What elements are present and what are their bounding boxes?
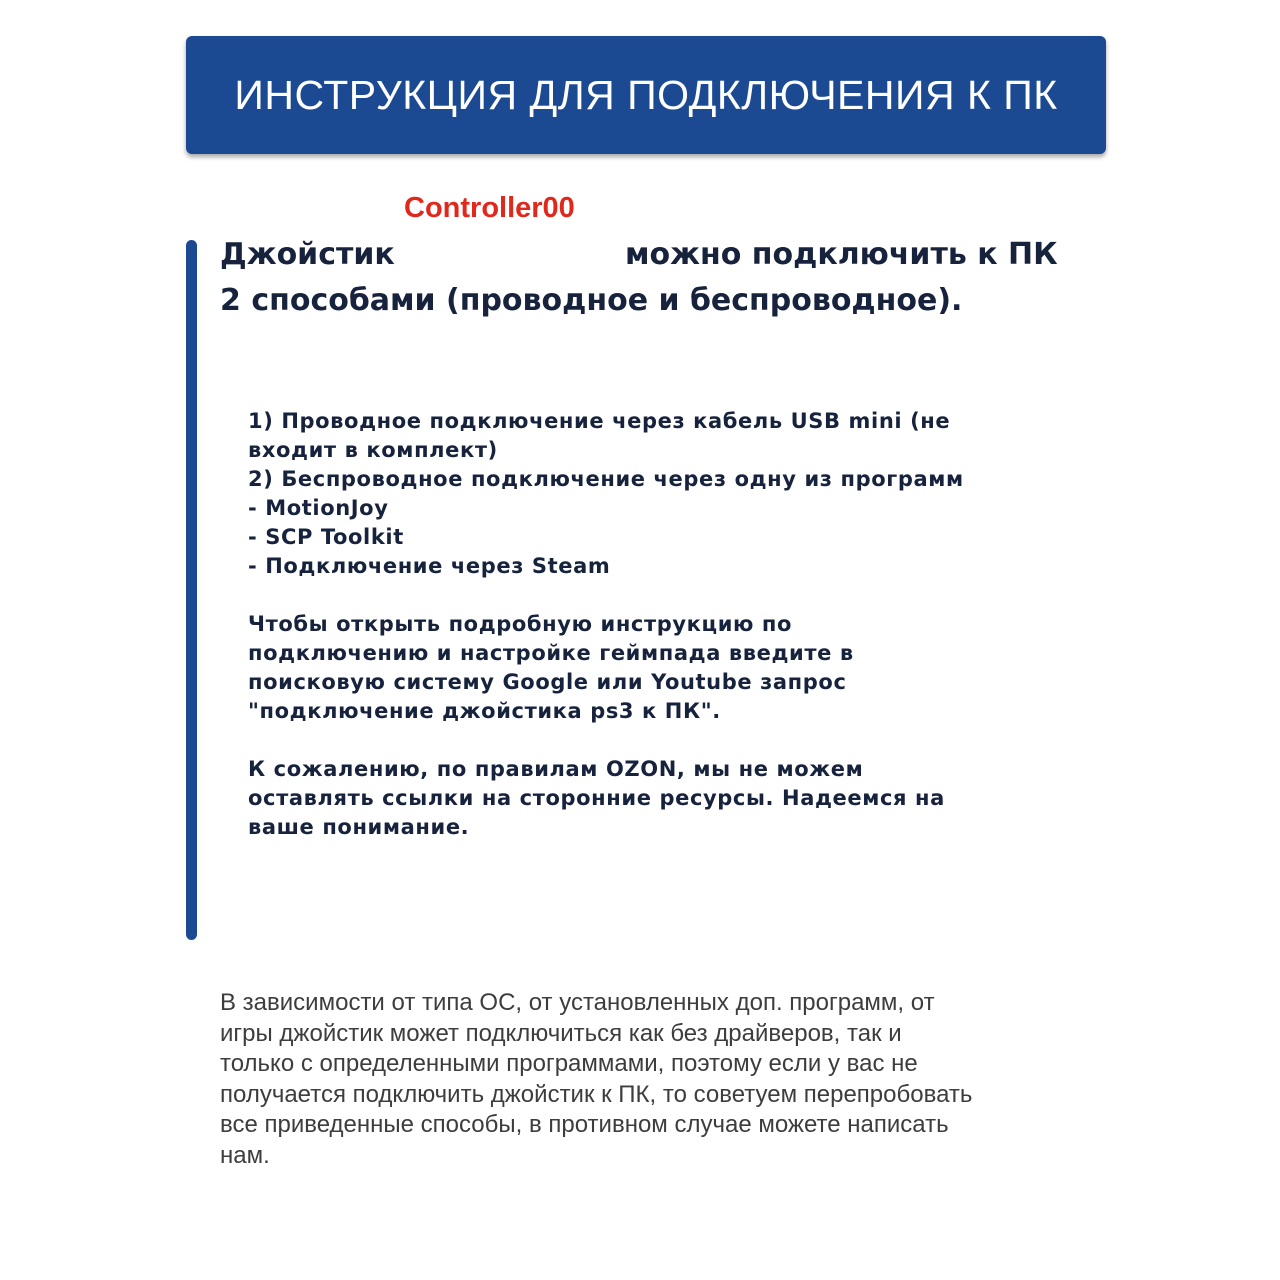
footer-line: игры джойстик может подключиться как без драйверов, так и <box>220 1019 902 1047</box>
ozon-note-line: оставлять ссылки на сторонние ресурсы. Надеемся на <box>248 786 945 810</box>
paragraph-gap <box>248 581 1068 610</box>
search-tip-line: Чтобы открыть подробную инструкцию по <box>248 612 793 636</box>
program-item: - SCP Toolkit <box>248 525 404 549</box>
method-line: 1) Проводное подключение через кабель USB mini (не <box>248 409 951 433</box>
page-title: ИНСТРУКЦИЯ ДЛЯ ПОДКЛЮЧЕНИЯ К ПК <box>234 71 1058 118</box>
footer-line: только с определенными программами, поэтому если у вас не <box>220 1050 918 1077</box>
ozon-note-line: К сожалению, по правилам OZON, мы не можем <box>248 757 864 781</box>
ozon-note-line: ваше понимание. <box>248 815 470 839</box>
method-line: входит в комплект) <box>248 438 498 462</box>
footer-note <box>220 988 1100 1171</box>
footer-line: все приведенные способы, в противном случае можете написать <box>220 1111 949 1138</box>
model-label: Controller00 <box>404 192 575 224</box>
paragraph-gap <box>248 726 1068 755</box>
header-banner <box>186 36 1106 154</box>
instructions-block <box>248 407 1068 842</box>
program-item: - MotionJoy <box>248 496 389 520</box>
program-item: - Подключение через Steam <box>248 554 611 578</box>
intro-line-2: 2 способами (проводное и беспроводное). <box>220 283 963 318</box>
intro-heading <box>220 232 1100 324</box>
search-tip-line: поисковую систему Google или Youtube запрос <box>248 670 847 694</box>
intro-line-1 <box>220 232 1100 278</box>
intro-line-1-start: Джойстик <box>220 237 395 272</box>
intro-line-1-end: можно подключить к ПК <box>625 237 1058 272</box>
accent-bar <box>186 240 197 940</box>
footer-line: В зависимости от типа ОС, от установленных доп. программ, от <box>220 989 935 1016</box>
footer-line: нам. <box>220 1141 270 1169</box>
search-tip-line: "подключение джойстика ps3 к ПК". <box>248 699 721 723</box>
search-tip-line: подключению и настройке геймпада введите в <box>248 641 854 665</box>
footer-line: получается подключить джойстик к ПК, то советуем перепробовать <box>220 1080 973 1108</box>
method-line: 2) Беспроводное подключение через одну из программ <box>248 467 964 491</box>
